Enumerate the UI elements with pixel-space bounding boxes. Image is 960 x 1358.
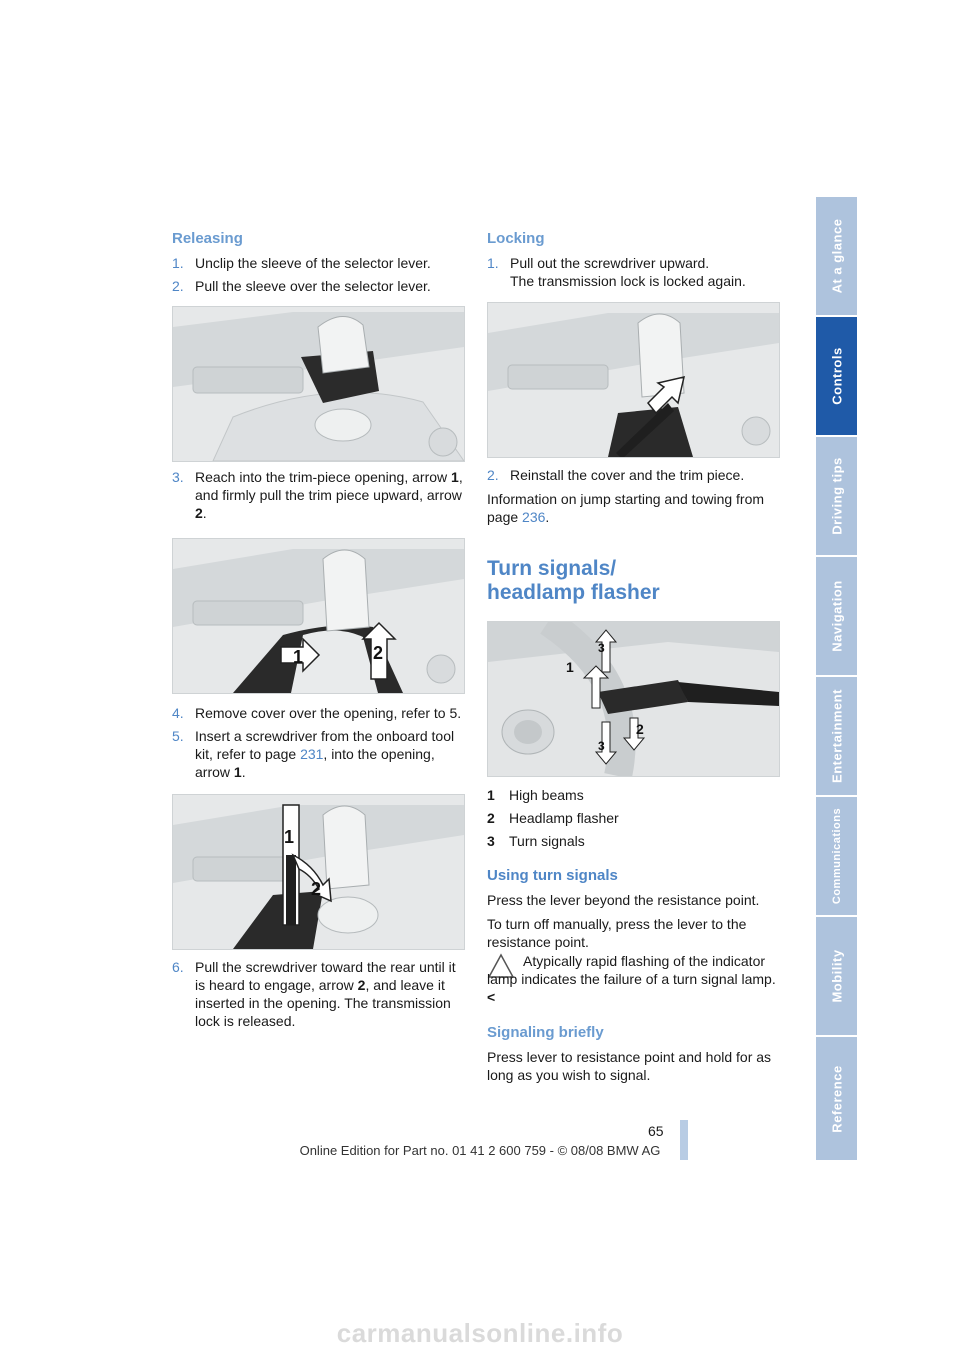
section-heading: Turn signals/ headlamp flasher (487, 557, 660, 604)
fig4-label-3-top: 3 (598, 641, 605, 655)
using-turn-signals-block (487, 867, 782, 957)
tab-reference[interactable]: Reference (816, 1037, 857, 1160)
page-link-231[interactable]: 231 (300, 746, 324, 762)
tab-navigation[interactable]: Navigation (816, 557, 857, 675)
tab-entertainment[interactable]: Entertainment (816, 677, 857, 795)
note-text: Atypically rapid flashing of the indicator lamp indicates the failure of a turn signal lamp.< (487, 953, 776, 1005)
fig3-label-2: 2 (311, 879, 322, 899)
signaling-briefly-heading: Signaling briefly (487, 1024, 604, 1041)
tab-at-a-glance[interactable]: At a glance (816, 197, 857, 315)
jump-start-info: Information on jump starting and towing from page 236. (487, 491, 765, 525)
fig2-label-2: 2 (373, 643, 384, 663)
using-para-1: Press the lever beyond the resistance point. (487, 892, 760, 908)
figure-screwdriver-insert (172, 794, 465, 950)
tab-mobility[interactable]: Mobility (816, 917, 857, 1035)
step-3: 3. Reach into the trim-piece opening, arrow 1, and firmly pull the trim piece upward, arrow 2. (172, 469, 463, 521)
step-5: 5. Insert a screwdriver from the onboard tool kit, refer to page 231, into the opening, arrow 1. (172, 728, 455, 780)
figure-selector-sleeve (172, 306, 465, 462)
signaling-briefly-text: Press lever to resistance point and hold for as long as you wish to signal. (487, 1049, 772, 1083)
legend-item-3: 3 Turn signals (487, 833, 585, 849)
step-4: 4. Remove cover over the opening, refer to 5. (172, 705, 462, 721)
fig4-label-2: 2 (636, 721, 644, 737)
figure-screwdriver-remove (487, 302, 780, 458)
left-step3-block (172, 468, 467, 527)
locking-step-1: 1. Pull out the screwdriver upward. The transmission lock is locked again. (487, 255, 746, 289)
using-para-2: To turn off manually, press the lever to the resistance point. (487, 916, 747, 950)
figure-trim-piece (172, 538, 465, 694)
step-6: 6. Pull the screwdriver toward the rear until it is heard to engage, arrow 2, and leave it inserted in the opening. The transmission lock is released. (172, 959, 456, 1029)
page-link-236[interactable]: 236 (522, 509, 546, 525)
fig4-label-1: 1 (566, 659, 574, 675)
fig4-label-3-bottom: 3 (598, 739, 605, 753)
legend-item-1: 1 High beams (487, 787, 584, 803)
tab-driving-tips[interactable]: Driving tips (816, 437, 857, 555)
step-1: 1. Unclip the sleeve of the selector lever. (172, 255, 431, 271)
locking-step-2: 2. Reinstall the cover and the trim piece. (487, 467, 745, 483)
legend-item-2: 2 Headlamp flasher (487, 810, 619, 826)
page-number: 65 (648, 1123, 664, 1139)
figure-turn-signal-lever (487, 621, 780, 777)
using-turn-signals-heading: Using turn signals (487, 867, 618, 884)
left-column (172, 230, 467, 300)
right-step2-block (487, 466, 782, 532)
fig2-label-1: 1 (293, 647, 304, 667)
edition-footer: Online Edition for Part no. 01 41 2 600 759 - © 08/08 BMW AG (299, 1143, 661, 1158)
note-block (487, 952, 782, 1012)
site-watermark: carmanualsonline.info (336, 1318, 624, 1348)
tab-communications[interactable]: Communications (816, 797, 857, 915)
left-step6-block (172, 958, 467, 1035)
tab-controls[interactable]: Controls (816, 317, 857, 435)
step-2: 2. Pull the sleeve over the selector lever. (172, 278, 431, 294)
locking-heading: Locking (487, 230, 545, 247)
left-step4-5-block (172, 704, 467, 786)
right-column (487, 230, 782, 295)
signaling-briefly-block (487, 1024, 782, 1090)
note-end-marker: < (487, 989, 496, 1005)
releasing-heading: Releasing (172, 230, 243, 247)
fig3-label-1: 1 (284, 827, 295, 847)
